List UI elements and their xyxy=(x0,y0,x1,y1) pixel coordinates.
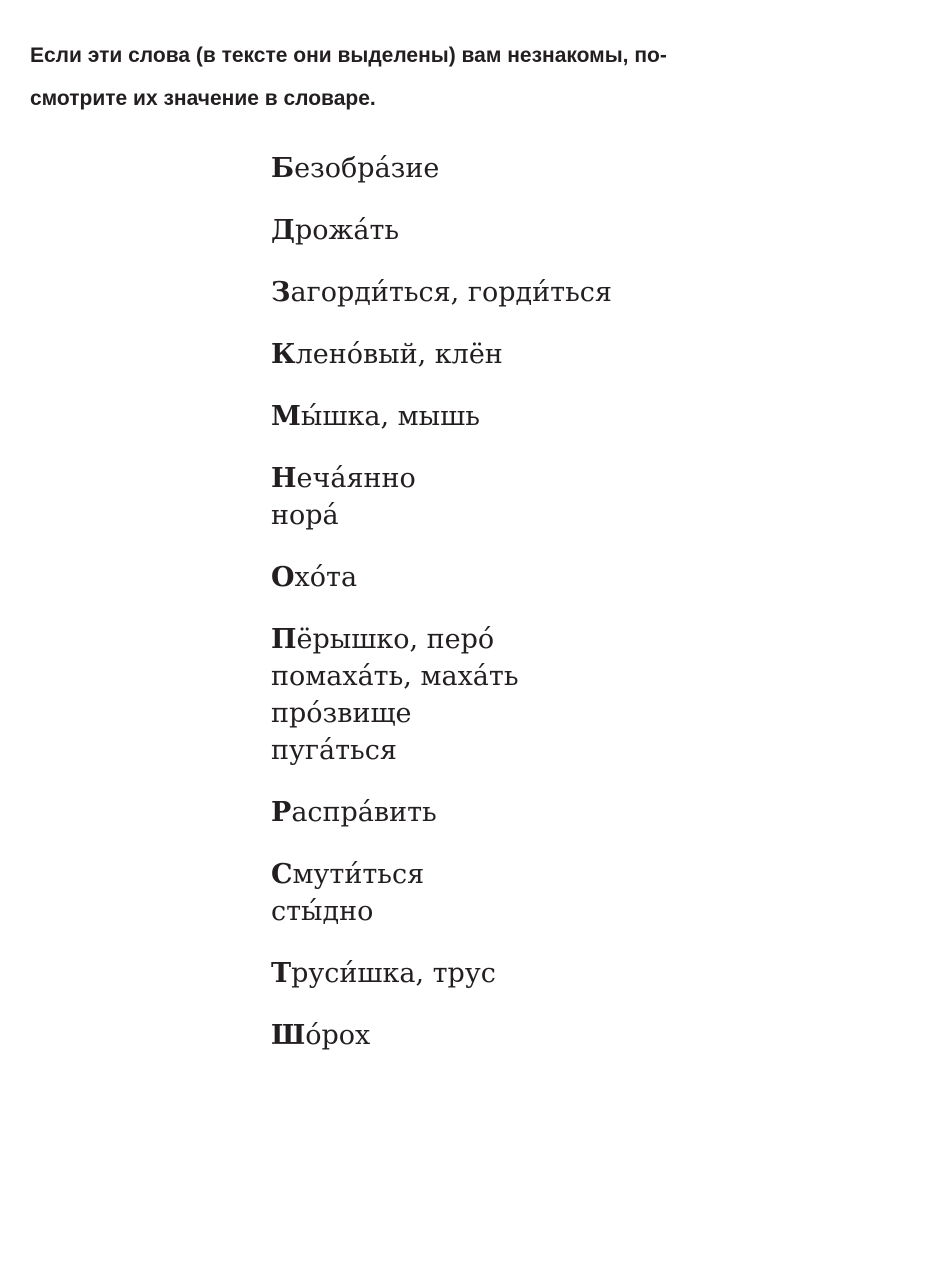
word-text: ы́шка, мышь xyxy=(300,401,480,432)
word-entry: нора́ xyxy=(271,500,339,531)
word-group xyxy=(271,1017,612,1054)
word-entry: сты́дно xyxy=(271,896,374,927)
intro-text xyxy=(30,34,890,120)
initial-letter: С xyxy=(271,859,293,890)
word-group xyxy=(271,398,612,435)
word-entry xyxy=(271,955,612,992)
word-entry xyxy=(271,212,612,249)
word-entry: помаха́ть, маха́ть xyxy=(271,661,519,692)
word-group xyxy=(271,212,612,249)
initial-letter: П xyxy=(271,624,297,655)
word-entry xyxy=(271,1017,612,1054)
initial-letter: Ш xyxy=(271,1020,306,1051)
word-text: рожа́ть xyxy=(295,215,400,246)
word-group xyxy=(271,559,612,596)
word-text: руси́шка, трус xyxy=(291,958,496,989)
initial-letter: Т xyxy=(271,958,292,989)
word-entry xyxy=(271,559,612,596)
word-entry xyxy=(271,794,612,831)
word-text: о́рох xyxy=(305,1020,371,1051)
initial-letter: Д xyxy=(271,215,296,246)
word-text: ёрышко, перо́ xyxy=(296,624,495,655)
word-entry xyxy=(271,856,612,893)
word-group xyxy=(271,150,612,187)
initial-letter: М xyxy=(271,401,301,432)
initial-letter: Б xyxy=(271,153,295,184)
word-entry xyxy=(271,398,612,435)
word-entry: пуга́ться xyxy=(271,735,397,766)
word-text: хо́та xyxy=(294,562,358,593)
word-text: мути́ться xyxy=(292,859,425,890)
word-entry xyxy=(271,336,612,373)
word-list xyxy=(271,150,612,1079)
word-group xyxy=(271,621,612,769)
word-text: езобра́зие xyxy=(294,153,440,184)
word-group xyxy=(271,794,612,831)
word-text: лено́вый, клён xyxy=(295,339,503,370)
word-group xyxy=(271,274,612,311)
initial-letter: З xyxy=(271,277,291,308)
initial-letter: Р xyxy=(271,797,292,828)
word-text: агорди́ться, горди́ться xyxy=(290,277,612,308)
word-entry xyxy=(271,150,612,187)
word-text: еча́янно xyxy=(296,463,416,494)
initial-letter: К xyxy=(271,339,296,370)
word-group xyxy=(271,856,612,930)
word-entry xyxy=(271,274,612,311)
word-entry xyxy=(271,460,612,497)
word-group xyxy=(271,336,612,373)
word-group xyxy=(271,955,612,992)
intro-line: смотрите их значение в словаре. xyxy=(30,87,376,110)
word-text: аспра́вить xyxy=(291,797,437,828)
word-entry xyxy=(271,621,612,658)
intro-line: Если эти слова (в тексте они выделены) вам незнакомы, по- xyxy=(30,44,667,67)
word-entry: про́звище xyxy=(271,698,412,729)
initial-letter: Н xyxy=(271,463,297,494)
initial-letter: О xyxy=(271,562,295,593)
word-group xyxy=(271,460,612,534)
